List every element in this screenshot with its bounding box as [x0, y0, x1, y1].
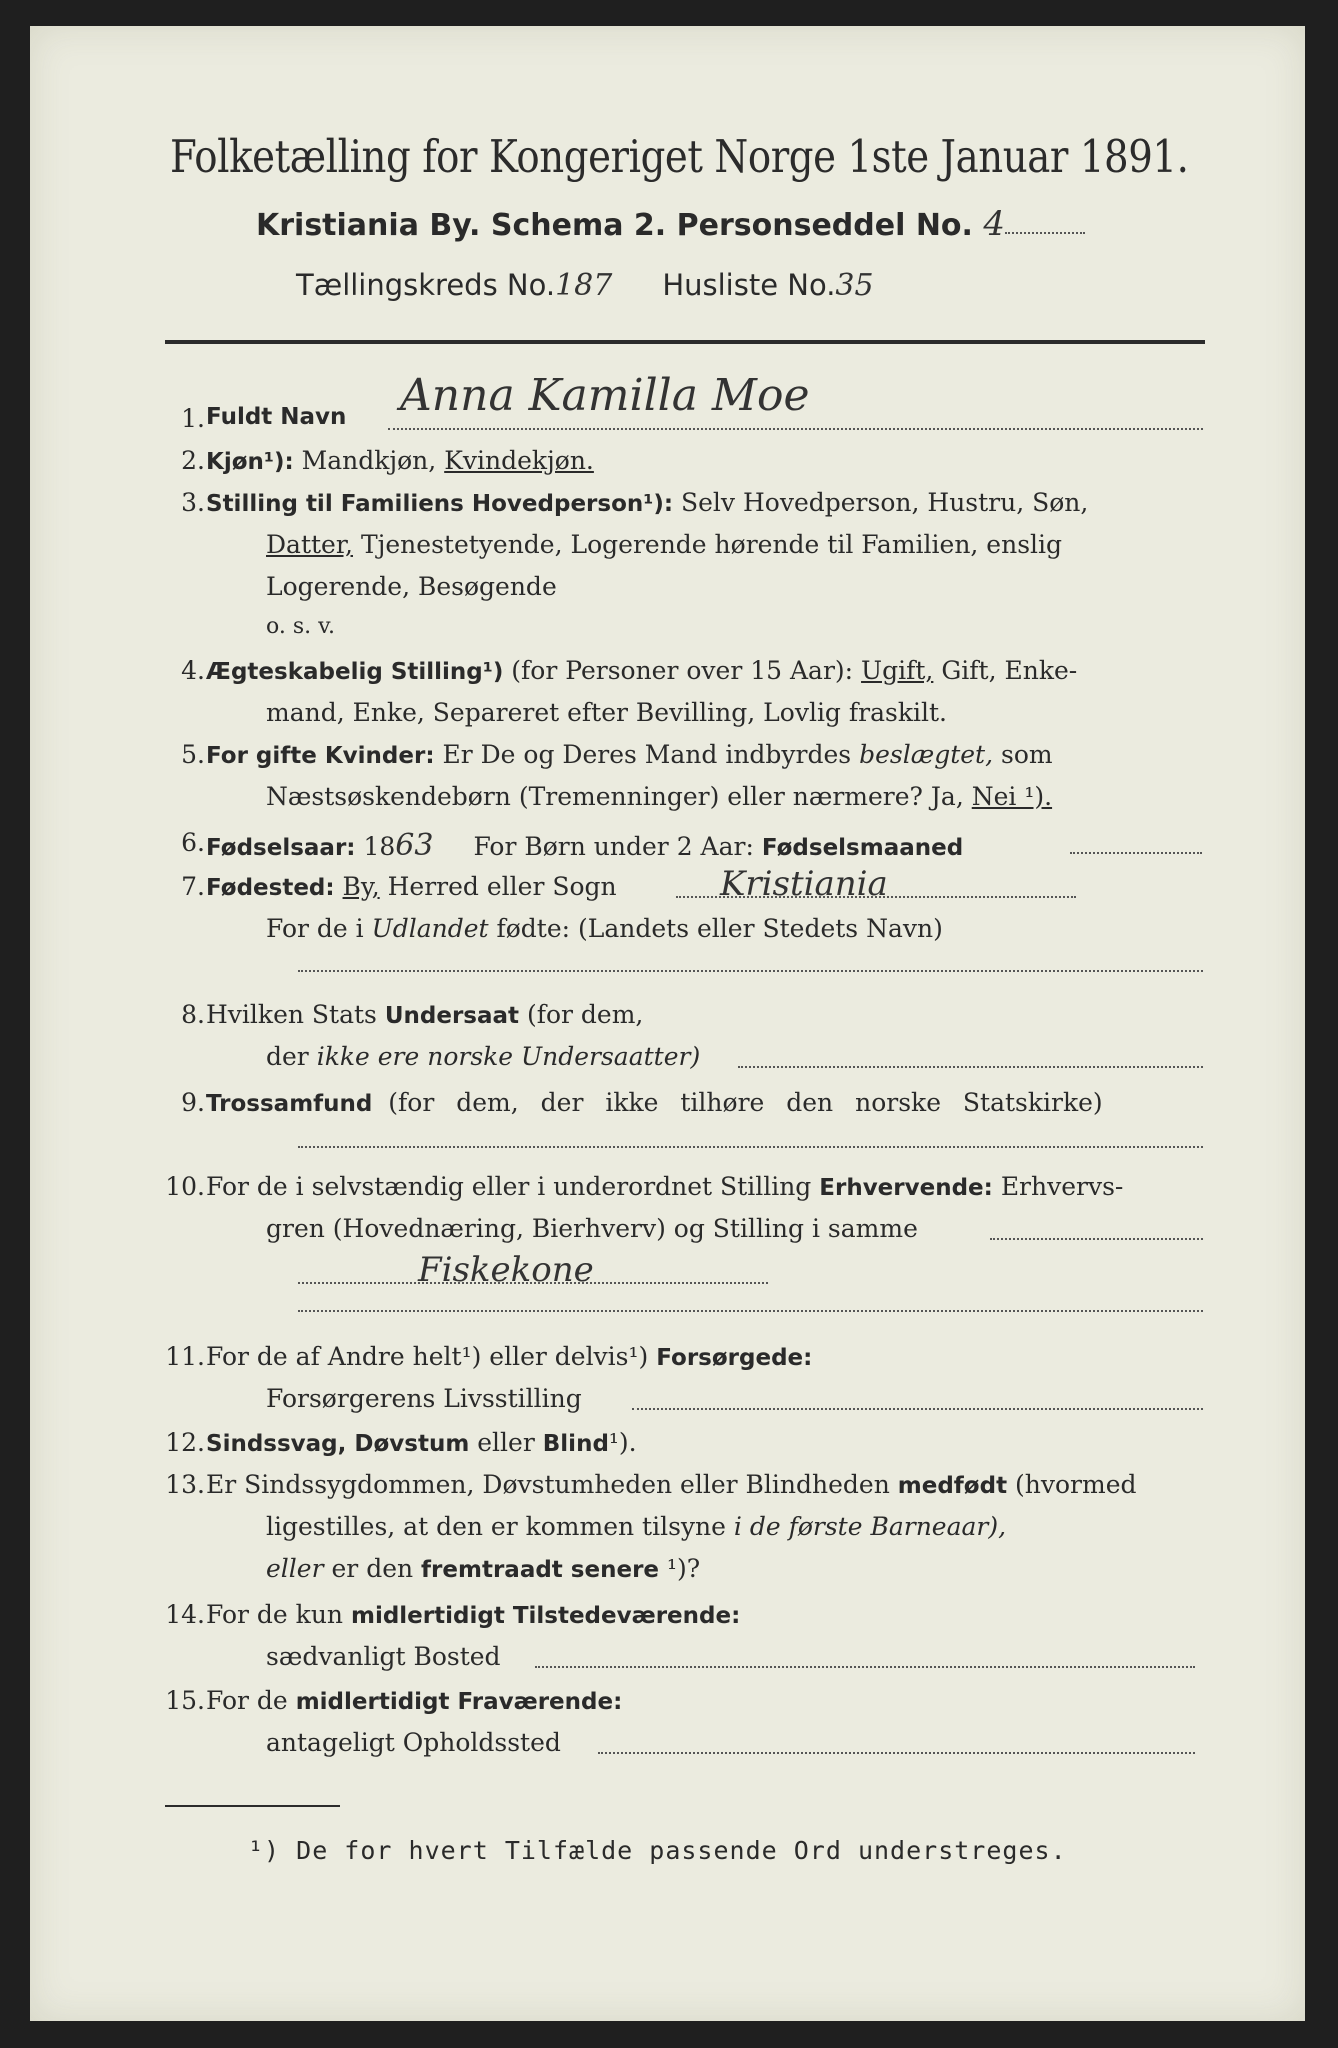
dotted-line [298, 970, 1203, 972]
item-number: 3. [181, 488, 205, 517]
item-text [206, 488, 1088, 517]
item-10-line-2 [0, 1214, 1275, 1254]
option-text: Er De og Deres Mand indbyrdes [442, 740, 852, 769]
item-label: Undersaat [384, 1003, 520, 1029]
full-name-value: Anna Kamilla Moe [400, 370, 810, 421]
item-15-line-2 [0, 1728, 1275, 1768]
dotted-line [298, 1310, 1203, 1312]
item-label: Forsørgede: [656, 1345, 813, 1371]
dotted-line [1070, 852, 1202, 854]
option-text: fødte: (Landets eller Stedets Navn) [496, 914, 943, 943]
item-text [206, 656, 1077, 685]
item-9 [0, 1088, 1275, 1128]
item-text [206, 828, 963, 863]
option-text: Gift, Enke- [941, 656, 1078, 685]
item-text [206, 446, 594, 475]
option-text: sædvanligt Bosted [266, 1642, 501, 1671]
option-text: Tjenestetyende, Logerende hørende til Familien, enslig [360, 530, 1063, 559]
item-11 [0, 1342, 1275, 1382]
option-text: eller [477, 1428, 535, 1457]
option-text: Hvilken Stats [206, 1000, 377, 1029]
form-title: Folketælling for Kongeriget Norge 1ste Januar 1891. [170, 130, 1189, 183]
husliste-label: Husliste No. [662, 268, 836, 302]
item-label: Trossamfund [206, 1091, 373, 1117]
option-text: (for Personer over 15 Aar): [511, 656, 854, 685]
option-text: For de i [266, 914, 364, 943]
item-7 [0, 872, 1275, 912]
item-text [206, 1342, 812, 1371]
item-7-line-2 [0, 914, 1275, 954]
item-label: Sindssvag, Døvstum [206, 1431, 470, 1457]
option-text: For Børn under 2 Aar: [473, 832, 754, 861]
item-label: Fødselsmaaned [761, 835, 964, 861]
option-text: som [1001, 740, 1053, 769]
option-text: (hvormed [1015, 1470, 1137, 1499]
dotted-line [676, 896, 1076, 898]
option-text: ligestilles, at den er kommen tilsyne [266, 1512, 726, 1541]
footnote: ¹) De for hvert Tilfælde passende Ord understreges. [248, 1836, 1067, 1865]
item-label: gifte Kvinder: [255, 743, 435, 769]
option-text: ¹). [608, 1428, 637, 1457]
taellingskreds-number: 187 [555, 268, 613, 303]
option-text: er den [331, 1554, 414, 1583]
option-text: Næstsøskendebørn (Tremenninger) eller nærmere? Ja, [266, 782, 964, 811]
taellingskreds-label: Tællingskreds No. [296, 268, 556, 302]
item-label: For [206, 743, 248, 769]
option-text: o. s. v. [266, 614, 335, 639]
footnote-rule [165, 1805, 340, 1807]
item-text [266, 782, 1052, 811]
item-text [206, 1428, 637, 1457]
option-text: For de [206, 1686, 288, 1715]
item-4 [0, 656, 1275, 696]
option-text: (for dem, der ikke tilhøre den norske Statskirke) [388, 1088, 1103, 1117]
item-text [206, 872, 617, 901]
dotted-line [632, 1408, 1203, 1410]
item-text [206, 1600, 740, 1629]
item-13-line-3 [0, 1554, 1275, 1594]
item-3 [0, 488, 1275, 528]
option-text: Forsørgerens Livsstilling [266, 1384, 582, 1413]
birthplace-value: Kristiania [720, 864, 888, 904]
item-number: 9. [181, 1088, 205, 1117]
dotted-line [298, 1146, 1203, 1148]
item-label: Fødested: [206, 875, 335, 901]
item-text [266, 1512, 1006, 1541]
item-text [206, 1172, 1123, 1201]
item-13-line-2 [0, 1512, 1275, 1552]
item-label: Fødselsaar: [206, 835, 356, 861]
item-text [206, 1000, 643, 1029]
item-5-line-2 [0, 782, 1275, 822]
option-text: gren (Hovednæring, Bierhverv) og Stilling i samme [266, 1214, 918, 1243]
item-number: 10. [165, 1172, 205, 1201]
item-label: fremtraadt senere [421, 1557, 660, 1583]
item-label: Fuldt Navn [206, 404, 347, 430]
option-text: i de første Barneaar), [733, 1512, 1007, 1541]
item-text [266, 530, 1062, 559]
form-subtitle [256, 204, 1005, 244]
option-text: Udlandet [371, 914, 489, 943]
birth-year-value: 63 [395, 828, 434, 863]
year-prefix: 18 [363, 832, 396, 861]
dotted-line [598, 1752, 1195, 1754]
item-15 [0, 1686, 1275, 1726]
item-3-line-3 [0, 572, 1275, 612]
item-6 [0, 828, 1275, 868]
option-text: Mandkjøn, [301, 446, 445, 475]
item-2 [0, 446, 1275, 486]
option-text: ¹)? [666, 1554, 701, 1583]
item-number: 13. [165, 1470, 205, 1499]
item-8 [0, 1000, 1275, 1040]
option-text: Erhvervs- [1000, 1172, 1124, 1201]
dotted-line [990, 1238, 1203, 1240]
option-text: Er Sindssygdommen, Døvstumheden eller Blindheden [206, 1470, 890, 1499]
item-label: midlertidigt Fraværende: [295, 1689, 623, 1715]
option-text: eller [266, 1554, 324, 1583]
form-subtitle-2 [296, 268, 874, 303]
item-11-line-2 [0, 1384, 1275, 1424]
item-text [206, 1470, 1137, 1499]
item-number: 1. [181, 404, 205, 433]
item-number: 2. [181, 446, 205, 475]
dotted-line [298, 1282, 768, 1284]
option-text: ikke ere norske Undersaatter) [316, 1042, 701, 1071]
item-number: 11. [165, 1342, 205, 1371]
item-text [266, 1554, 700, 1583]
item-text [206, 740, 1053, 769]
item-5 [0, 740, 1275, 780]
option-text: mand, Enke, Separeret efter Bevilling, Lovlig fraskilt. [266, 698, 947, 727]
item-label: Ægteskabelig Stilling¹) [206, 659, 504, 685]
item-text [266, 914, 943, 943]
item-10 [0, 1172, 1275, 1212]
option-text: Logerende, Besøgende [266, 572, 557, 601]
dotted-line [535, 1666, 1195, 1668]
item-text [266, 1042, 700, 1071]
item-label: Blind [542, 1431, 609, 1457]
option-text: (for dem, [526, 1000, 644, 1029]
personseddel-number: 4 [983, 204, 1006, 244]
item-number: 14. [165, 1600, 205, 1629]
item-number: 8. [181, 1000, 205, 1029]
selected-option: Datter, [266, 530, 353, 559]
item-number: 7. [181, 872, 205, 901]
selected-option: Kvindekjøn. [444, 446, 594, 475]
selected-option: By, [342, 872, 380, 901]
header-rule [165, 340, 1205, 344]
option-text: Herred eller Sogn [387, 872, 617, 901]
dotted-line [388, 428, 1203, 430]
option-text: der [266, 1042, 309, 1071]
occupation-value: Fiskekone [418, 1250, 594, 1290]
option-text: For de kun [206, 1600, 344, 1629]
item-number: 12. [165, 1428, 205, 1457]
item-3-line-2 [0, 530, 1275, 570]
selected-option: Ugift, [861, 656, 934, 685]
item-label: Kjøn¹): [206, 449, 294, 475]
item-number: 15. [165, 1686, 205, 1715]
dotted-line [1005, 232, 1085, 234]
option-text: Selv Hovedperson, Hustru, Søn, [681, 488, 1089, 517]
item-13 [0, 1470, 1275, 1510]
option-text: For de i selvstændig eller i underordnet Stilling [206, 1172, 812, 1201]
option-text: beslægtet, [859, 740, 994, 769]
item-12 [0, 1428, 1275, 1468]
item-8-line-2 [0, 1042, 1275, 1082]
item-text [206, 1686, 622, 1715]
option-text: antageligt Opholdssted [266, 1728, 561, 1757]
item-label: Erhvervende: [819, 1175, 993, 1201]
item-14 [0, 1600, 1275, 1640]
item-number: 5. [181, 740, 205, 769]
item-label: midlertidigt Tilstedeværende: [350, 1603, 741, 1629]
item-number: 6. [181, 828, 205, 857]
option-text: For de af Andre helt¹) eller delvis¹) [206, 1342, 649, 1371]
item-3-line-4 [0, 614, 1275, 654]
item-number: 4. [181, 656, 205, 685]
item-14-line-2 [0, 1642, 1275, 1682]
item-label: Stilling til Familiens Hovedperson¹): [206, 491, 674, 517]
subtitle-prefix: Kristiania By. Schema 2. Personseddel No. [256, 208, 973, 243]
item-text [206, 1088, 1103, 1117]
dotted-line [738, 1066, 1203, 1068]
selected-option: Nei ¹). [971, 782, 1053, 811]
item-4-line-2 [0, 698, 1275, 738]
husliste-number: 35 [835, 268, 874, 303]
item-label: medfødt [897, 1473, 1008, 1499]
